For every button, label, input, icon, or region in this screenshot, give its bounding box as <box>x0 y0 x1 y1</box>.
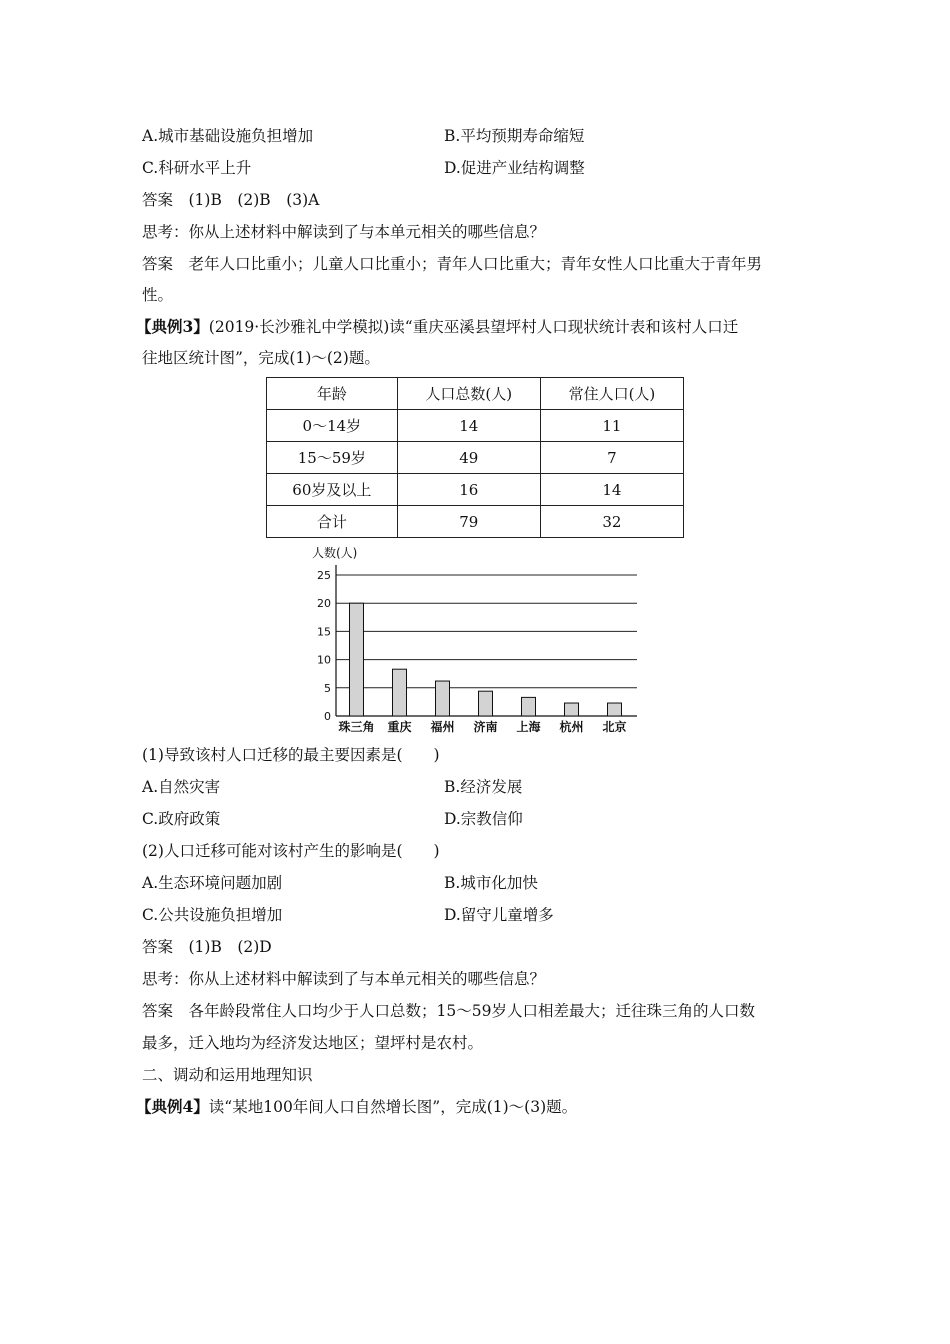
x-tick-label: 珠三角 <box>338 720 375 734</box>
table-row <box>267 442 684 474</box>
table-header-cell: 常住人口(人) <box>540 378 683 410</box>
example3-intro-line2: 往地区统计图”，完成(1)～(2)题。 <box>142 349 380 367</box>
example3-heading <box>136 317 738 337</box>
table-cell: 14 <box>397 410 540 442</box>
table-row <box>267 410 684 442</box>
example3-think-answer-line2: 最多，迁入地均为经济发达地区；望坪村是农村。 <box>142 1034 484 1052</box>
example4-heading <box>136 1097 577 1117</box>
example3-answer: 答案 (1)B (2)D <box>142 938 272 956</box>
q1-option-c: C.政府政策 <box>142 810 221 828</box>
table-row <box>267 506 684 538</box>
bar-1 <box>393 669 407 716</box>
example3-think-question: 思考：你从上述材料中解读到了与本单元相关的哪些信息？ <box>142 970 546 988</box>
y-axis-label: 人数(人) <box>312 546 358 560</box>
q2-option-c: C.公共设施负担增加 <box>142 906 283 924</box>
prev-option-a: A.城市基础设施负担增加 <box>142 127 314 145</box>
bar-2 <box>436 681 450 716</box>
prev-think-answer-line1: 答案 老年人口比重小；儿童人口比重小；青年人口比重大；青年女性人口比重大于青年男 <box>142 255 763 273</box>
table-cell: 79 <box>397 506 540 538</box>
bar-5 <box>565 703 579 716</box>
section2-heading: 二、调动和运用地理知识 <box>142 1066 313 1084</box>
prev-option-b: B.平均预期寿命缩短 <box>444 127 585 145</box>
y-tick-label: 5 <box>324 681 331 695</box>
y-tick-label: 10 <box>317 653 331 667</box>
q2-option-d: D.留守儿童增多 <box>444 906 554 924</box>
question1: (1)导致该村人口迁移的最主要因素是( ) <box>142 746 440 764</box>
population-table <box>266 377 684 538</box>
table-cell: 14 <box>540 474 683 506</box>
bar-0 <box>350 603 364 716</box>
bar-6 <box>608 703 622 716</box>
prev-think-answer-line2: 性。 <box>142 286 174 304</box>
table-cell: 16 <box>397 474 540 506</box>
x-tick-label: 福州 <box>430 720 455 734</box>
example4-tag: 【典例4】 <box>136 1097 209 1116</box>
table-cell: 11 <box>540 410 683 442</box>
prev-option-d: D.促进产业结构调整 <box>444 159 585 177</box>
prev-answer: 答案 (1)B (2)B (3)A <box>142 191 320 209</box>
table-header-cell: 年龄 <box>267 378 398 410</box>
table-header-cell: 人口总数(人) <box>397 378 540 410</box>
q2-option-b: B.城市化加快 <box>444 874 538 892</box>
q1-option-b: B.经济发展 <box>444 778 523 796</box>
x-tick-label: 上海 <box>516 720 541 734</box>
table-cell: 60岁及以上 <box>267 474 398 506</box>
y-tick-label: 20 <box>317 597 331 611</box>
migration-bar-chart <box>300 543 650 738</box>
question2: (2)人口迁移可能对该村产生的影响是( ) <box>142 842 440 860</box>
q1-option-d: D.宗教信仰 <box>444 810 523 828</box>
table-cell: 7 <box>540 442 683 474</box>
y-tick-label: 15 <box>317 625 331 639</box>
example3-intro-line1: (2019·长沙雅礼中学模拟)读“重庆巫溪县望坪村人口现状统计表和该村人口迁 <box>208 318 739 336</box>
bar-4 <box>522 697 536 716</box>
y-tick-label: 25 <box>317 569 331 582</box>
table-cell: 32 <box>540 506 683 538</box>
x-tick-label: 重庆 <box>387 720 412 734</box>
x-tick-label: 杭州 <box>559 720 584 734</box>
table-cell: 49 <box>397 442 540 474</box>
table-row <box>267 474 684 506</box>
example3-think-answer-line1: 答案 各年龄段常住人口均少于人口总数；15～59岁人口相差最大；迁往珠三角的人口数 <box>142 1002 755 1020</box>
q1-option-a: A.自然灾害 <box>142 778 221 796</box>
x-tick-label: 济南 <box>473 720 498 734</box>
bar-3 <box>479 691 493 716</box>
y-tick-label: 0 <box>324 710 331 723</box>
q2-option-a: A.生态环境问题加剧 <box>142 874 283 892</box>
table-cell: 15～59岁 <box>267 442 398 474</box>
prev-option-c: C.科研水平上升 <box>142 159 252 177</box>
prev-think-question: 思考：你从上述材料中解读到了与本单元相关的哪些信息？ <box>142 223 546 241</box>
table-cell: 合计 <box>267 506 398 538</box>
example3-tag: 【典例3】 <box>136 317 209 336</box>
x-tick-label: 北京 <box>602 720 627 734</box>
table-header-row <box>267 378 684 410</box>
table-cell: 0～14岁 <box>267 410 398 442</box>
example4-text: 读“某地100年间人口自然增长图”，完成(1)～(3)题。 <box>208 1098 578 1116</box>
